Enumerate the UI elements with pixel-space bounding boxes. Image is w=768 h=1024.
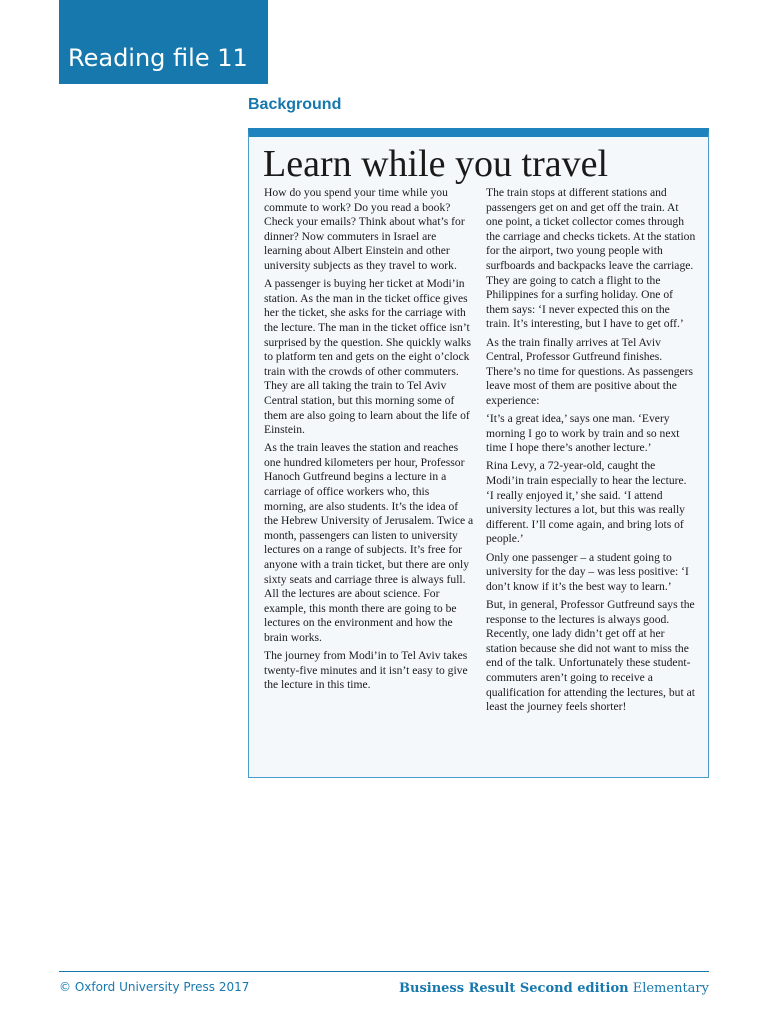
paragraph: Rina Levy, a 72-year-old, caught the Modi’in train especially to hear the lecture. ‘I really enjoyed it,’ she said. ‘I attend university lectures a lot, but this was really different. I’ll come again, and bring lots of people.’	[486, 459, 687, 546]
footer-level: Elementary	[632, 981, 709, 996]
paragraph: As the train leaves the station and reaches one hundred kilometers per hour, Professor Hanoch Gutfreund begins a lecture in a carriage of office workers who, this morning, are also students. It’s the idea of the Hebrew University of Jerusalem. Twice a month, passengers can listen to university lectures on a range of subjects. It’s free for anyone with a train ticket, but there are only sixty seats and carriage three is always full. All the lectures are about science. For example, this month there are going to be lectures on the environment and how the brain works.	[264, 441, 474, 644]
paragraph: But, in general, Professor Gutfreund says the response to the lectures is always good. Recently, one lady didn’t get off at her station because she did not want to miss the end of the talk. Unfortunately these student-commuters aren’t going to receive a qualification for attending the lectures, but at least the journey feels shorter!	[486, 598, 695, 714]
footer-book-info	[399, 981, 709, 996]
footer-book-title: Business Result Second edition	[399, 981, 629, 996]
paragraph: ‘It’s a great idea,’ says one man. ‘Every morning I go to work by train and so next time I hope there’s another lecture.’	[486, 412, 680, 455]
footer-copyright: © Oxford University Press 2017	[59, 980, 250, 994]
article-right-column	[486, 186, 696, 718]
reading-file-title: Reading file 11	[68, 44, 248, 72]
paragraph: Only one passenger – a student going to university for the day – was less positive: ‘I don’t know if it’s the best way to learn.’	[486, 550, 689, 593]
paragraph: As the train finally arrives at Tel Aviv Central, Professor Gutfreund finishes. There’s no time for questions. As passengers leave most of them are positive about the experience:	[486, 335, 694, 407]
footer-divider	[59, 971, 709, 972]
article-box	[248, 128, 709, 778]
section-label: Background	[248, 96, 342, 113]
article-left-column	[264, 186, 474, 697]
paragraph: How do you spend your time while you commute to work? Do you read a book? Check your emails? Think about what’s for dinner? Now commuters in Israel are learning about Albert Einstein and other university subjects as they travel to work.	[264, 186, 465, 272]
reading-file-tab	[59, 0, 268, 84]
paragraph: The journey from Modi’in to Tel Aviv takes twenty-five minutes and it isn’t easy to give the lecture in this time.	[264, 649, 468, 692]
paragraph: A passenger is buying her ticket at Modi’in station. As the man in the ticket office gives her the ticket, she asks for the carriage with the lecture. The man in the ticket office isn’t surprised by the question. She quickly walks to platform ten and gets on the eight o’clock train with the crowds of other commuters. They are all taking the train to Tel Aviv Central station, but this morning some of them are also going to learn about the life of Einstein.	[264, 277, 472, 437]
article-title: Learn while you travel	[263, 143, 609, 185]
paragraph: The train stops at different stations and passengers get on and get off the train. At one point, a ticket collector comes through the carriage and checks tickets. At the station for the airport, two young people with surfboards and backpacks leave the carriage. They are going to catch a flight to the Philippines for a surfing holiday. One of them says: ‘I never expected this on the train. It’s interesting, but I have to get off.’	[486, 186, 696, 331]
